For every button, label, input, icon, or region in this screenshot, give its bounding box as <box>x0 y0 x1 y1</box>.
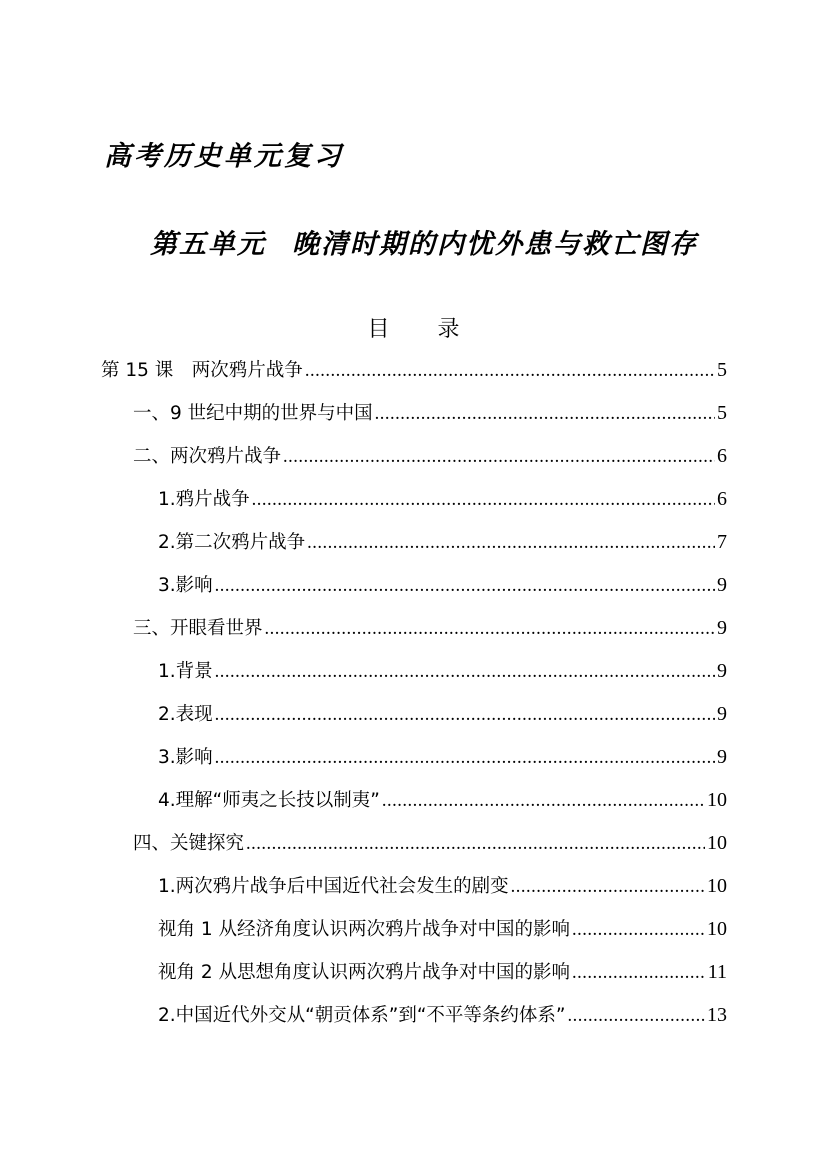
toc-entry-page: 9 <box>717 746 727 768</box>
toc-leader-dots <box>215 566 715 606</box>
toc-leader-dots <box>382 781 705 821</box>
toc-entry-label: 第 15 课 两次鸦片战争 <box>101 360 303 381</box>
toc-entry[interactable] <box>158 522 727 562</box>
toc-entry-label: 1.两次鸦片战争后中国近代社会发生的剧变 <box>158 876 509 897</box>
toc-entry[interactable] <box>158 737 727 777</box>
toc-entry-label: 1.背景 <box>158 661 213 682</box>
toc-leader-dots <box>215 695 715 735</box>
toc-entry[interactable] <box>158 866 727 906</box>
toc-leader-dots <box>283 437 715 477</box>
toc-entry-label: 二、两次鸦片战争 <box>133 446 282 467</box>
toc-entry[interactable] <box>158 952 727 992</box>
toc-entry[interactable] <box>158 694 727 734</box>
toc-entry[interactable] <box>158 780 727 820</box>
toc-entry-page: 9 <box>717 617 727 639</box>
toc-entry-label: 1.鸦片战争 <box>158 489 250 510</box>
toc-entry-label: 三、开眼看世界 <box>133 618 263 639</box>
unit-label: 第五单元 <box>150 229 266 260</box>
toc-entry-label: 视角 1 从经济角度认识两次鸦片战争对中国的影响 <box>158 919 571 940</box>
toc-entry-label: 一、9 世纪中期的世界与中国 <box>133 403 373 424</box>
toc-entry[interactable] <box>158 995 727 1035</box>
toc-leader-dots <box>246 824 705 864</box>
toc-entry-page: 9 <box>717 703 727 725</box>
toc-entry-page: 9 <box>717 574 727 596</box>
toc-entry-page: 7 <box>717 531 727 553</box>
toc-entry-label: 2.中国近代外交从“朝贡体系”到“不平等条约体系” <box>158 1005 566 1026</box>
unit-title <box>150 222 698 261</box>
unit-name: 晚清时期的内忧外患与救亡图存 <box>292 229 698 260</box>
toc-entry-page: 9 <box>717 660 727 682</box>
toc-entry-label: 3.影响 <box>158 575 213 596</box>
toc-heading-part1: 目 <box>367 317 390 342</box>
toc-entry-label: 4.理解“师夷之长技以制夷” <box>158 790 380 811</box>
toc-entry[interactable] <box>158 909 727 949</box>
toc-entry[interactable] <box>133 436 727 476</box>
toc-leader-dots <box>568 996 706 1036</box>
toc-entry[interactable] <box>158 565 727 605</box>
toc-entry-page: 6 <box>717 445 727 467</box>
toc-entry-label: 四、关键探究 <box>133 833 245 854</box>
toc-entry-page: 13 <box>707 1004 727 1026</box>
toc-entry-label: 3.影响 <box>158 747 213 768</box>
toc-entry-page: 6 <box>717 488 727 510</box>
document-title: 高考历史单元复习 <box>104 141 344 172</box>
toc-leader-dots <box>375 394 715 434</box>
toc-entry-page: 5 <box>717 359 727 381</box>
toc-leader-dots <box>572 910 705 950</box>
toc-entry-page: 10 <box>707 789 727 811</box>
toc-entry[interactable] <box>133 393 727 433</box>
toc-entry[interactable] <box>133 608 727 648</box>
toc-leader-dots <box>215 738 715 778</box>
toc-entry-page: 10 <box>707 875 727 897</box>
toc-leader-dots <box>265 609 715 649</box>
toc-entry[interactable] <box>133 823 727 863</box>
toc-entry[interactable] <box>158 651 727 691</box>
toc-entry-page: 10 <box>707 918 727 940</box>
toc-entry-label: 2.第二次鸦片战争 <box>158 532 306 553</box>
toc-leader-dots <box>305 351 715 391</box>
toc-entry-page: 10 <box>707 832 727 854</box>
toc-entry-page: 11 <box>707 961 727 983</box>
toc-entry[interactable] <box>158 479 727 519</box>
toc-leader-dots <box>215 652 715 692</box>
toc-entry-label: 视角 2 从思想角度认识两次鸦片战争对中国的影响 <box>158 962 571 983</box>
toc-heading-part2: 录 <box>437 317 460 342</box>
toc-leader-dots <box>307 523 715 563</box>
toc-entry-label: 2.表现 <box>158 704 213 725</box>
toc-leader-dots <box>572 953 706 993</box>
toc-entry-page: 5 <box>717 402 727 424</box>
toc-leader-dots <box>511 867 705 907</box>
toc-leader-dots <box>252 480 715 520</box>
toc-entry[interactable] <box>101 350 727 390</box>
toc-heading <box>0 312 827 343</box>
